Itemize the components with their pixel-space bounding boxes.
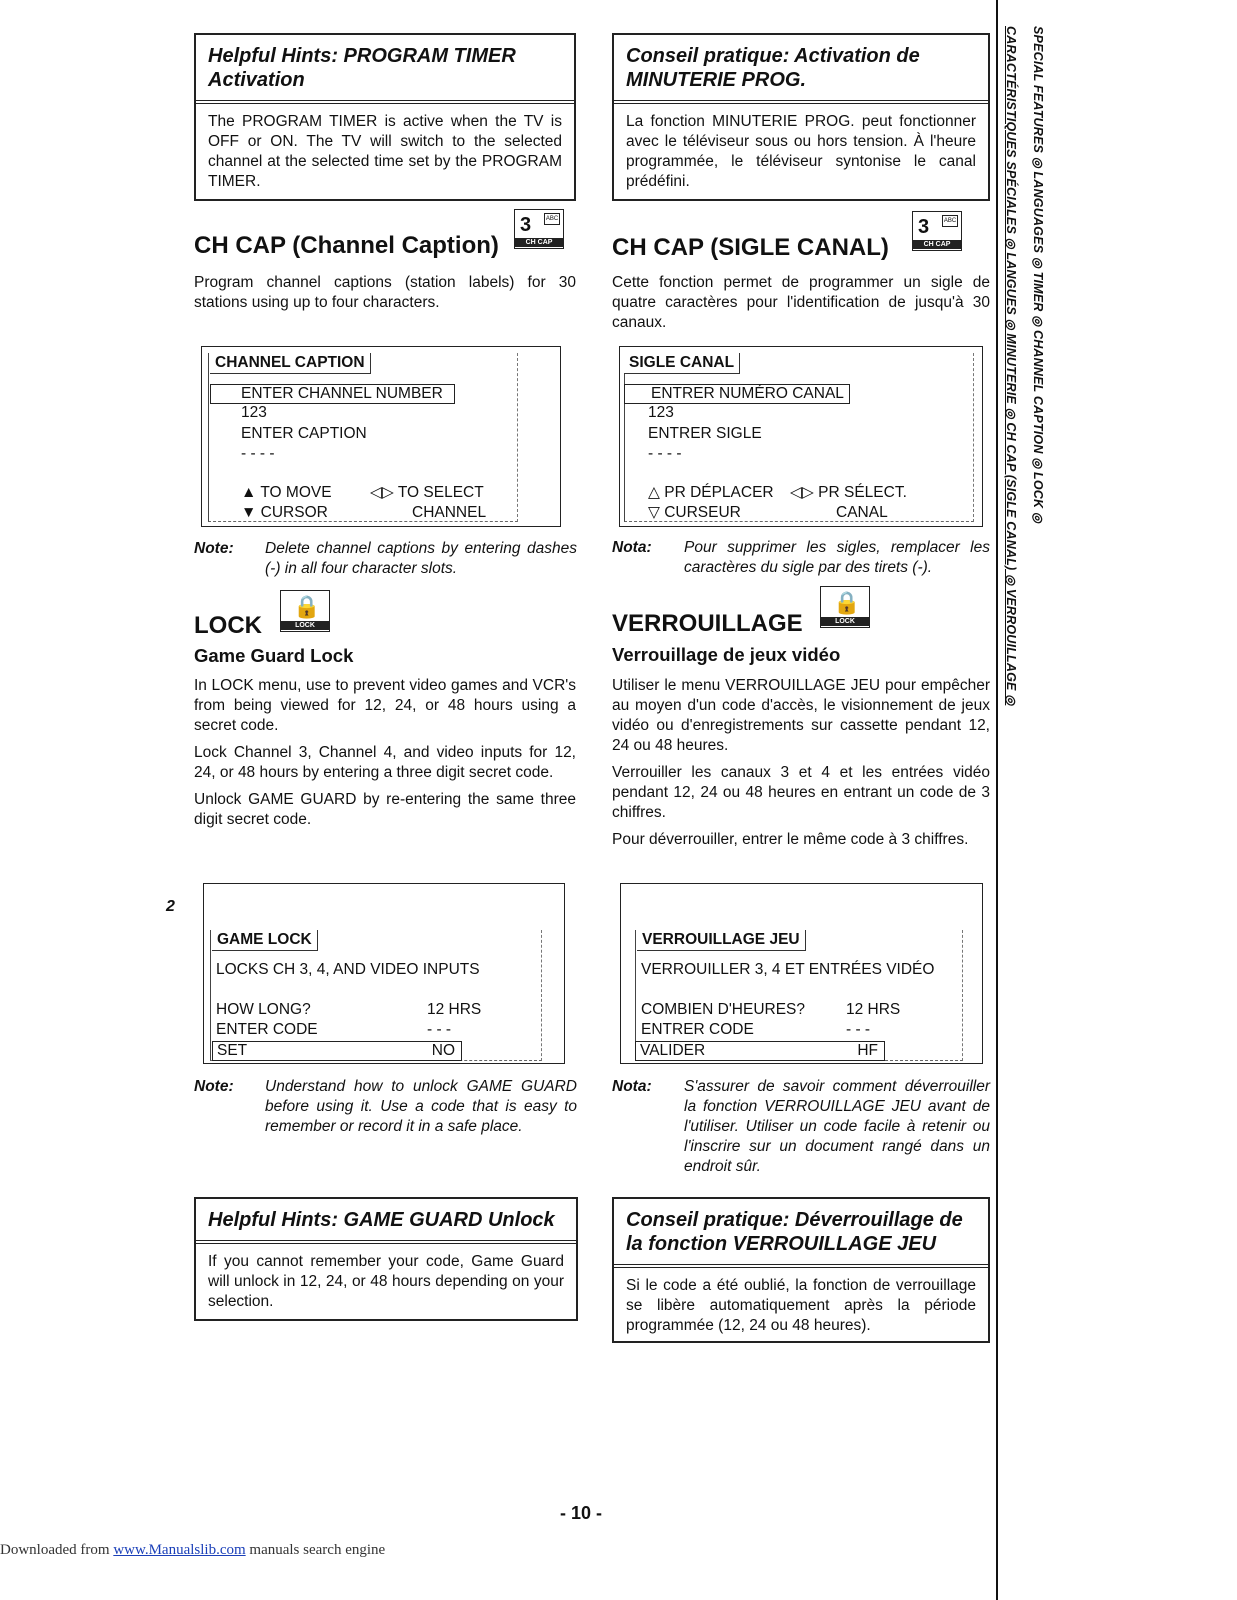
lock-paragraph-2: Lock Channel 3, Channel 4, and video inputs for 12, 24, or 48 hours by entering a three digit secret code. (194, 744, 576, 781)
side-index-en: SPECIAL FEATURES ◎ LANGUAGES ◎ TIMER ◎ CHANNEL CAPTION ◎ LOCK ◎ (1031, 26, 1045, 524)
note-text: Pour supprimer les sigles, remplacer les caractères du sigle par des tirets (-). (684, 539, 990, 576)
side-index-fr: CARACTÉRISTIQUES SPÉCIALES ◎ LANGUES ◎ MINUTERIE ◎ CH CAP (SIGLE CANAL) ◎ VERROUILLAGE ◎ (1004, 26, 1018, 706)
note-text: S'assurer de savoir comment déverrouiller la fonction VERROUILLAGE JEU avant de l'utiliser. Utiliser un code facile à retenir ou l'inscrire sur un document rangé dans un endroit sûr. (684, 1078, 990, 1175)
hint-box-program-timer (194, 33, 576, 201)
section-heading-ch-cap-fr: CH CAP (SIGLE CANAL) (612, 234, 889, 261)
lock-icon: 🔒 LOCK (820, 586, 870, 628)
verrouillage-jeu-menu: VERROUILLAGE JEU VERROUILLER 3, 4 ET ENTRÉES VIDÉO COMBIEN D'HEURES? 12 HRS ENTRER CODE - - - VALIDER HF (620, 883, 983, 1064)
note-label: Note: (194, 540, 234, 557)
manualslib-link[interactable]: www.Manualslib.com (113, 1542, 246, 1558)
verrouillage-paragraph-1: Utiliser le menu VERROUILLAGE JEU pour empêcher au moyen d'un code d'accès, le visionnement de jeux vidéo ou d'enregistrements sur cassette pendant 12, 24 ou 48 heures. (612, 677, 990, 754)
verrouillage-paragraph-2: Verrouiller les canaux 3 et 4 et les entrées vidéo pendant 12, 24 ou 48 heures en entrant un code de 3 chiffres. (612, 764, 990, 821)
ch-cap-description-fr: Cette fonction permet de programmer un sigle de quatre caractères pour l'identification de jusqu'à 30 canaux. (612, 274, 990, 331)
note-label: Note: (194, 1078, 234, 1095)
lock-icon: 🔒 LOCK (280, 590, 330, 632)
hint-body: The PROGRAM TIMER is active when the TV is OFF or ON. The TV will switch to the selected channel at the selected time set by the PROGRAM TIMER. (208, 113, 562, 190)
note-label: Nota: (612, 1078, 652, 1095)
hint-body: La fonction MINUTERIE PROG. peut fonctionner avec le téléviseur sous ou hors tension. À l'heure programmée, le téléviseur syntonise le canal prédéfini. (626, 113, 976, 190)
hint-box-game-guard-unlock (194, 1197, 578, 1321)
section-heading-lock: LOCK (194, 612, 262, 639)
menu-selected-item: SET NO (212, 1041, 462, 1061)
menu-title: SIGLE CANAL (624, 353, 740, 374)
hint-title: Helpful Hints: PROGRAM TIMER Activation (196, 35, 574, 104)
side-rule (996, 0, 998, 1600)
lock-paragraph-3: Unlock GAME GUARD by re-entering the same three digit secret code. (194, 791, 576, 828)
hint-title: Conseil pratique: Activation de MINUTERIE PROG. (614, 35, 988, 104)
channel-caption-menu: CHANNEL CAPTION ENTER CHANNEL NUMBER 123 ENTER CAPTION - - - - ▲ TO MOVE ▼ CURSOR ◁▷ TO SELECT CHANNEL (201, 346, 561, 527)
hint-body: Si le code a été oublié, la fonction de verrouillage se libère automatiquement après la période programmée (12, 24 ou 48 heures). (626, 1277, 976, 1334)
hint-title: Helpful Hints: GAME GUARD Unlock (196, 1199, 576, 1244)
subheading-verrouillage-jeux: Verrouillage de jeux vidéo (612, 644, 841, 665)
hint-box-minuterie (612, 33, 990, 201)
game-lock-menu: GAME LOCK LOCKS CH 3, 4, AND VIDEO INPUTS HOW LONG? 12 HRS ENTER CODE - - - SET NO (203, 883, 565, 1064)
menu-selected-item: VALIDER HF (635, 1041, 885, 1061)
section-heading-verrouillage: VERROUILLAGE (612, 610, 803, 637)
menu-selected-item: ENTER CHANNEL NUMBER (210, 384, 455, 404)
ch-cap-icon: 3 ABC CH CAP (514, 209, 564, 249)
margin-mark: 2 (166, 898, 175, 915)
subheading-game-guard-lock: Game Guard Lock (194, 645, 354, 666)
verrouillage-paragraph-3: Pour déverrouiller, entrer le même code à 3 chiffres. (612, 831, 969, 848)
download-footer: Downloaded from www.Manualslib.com manuals search engine (0, 1542, 386, 1558)
menu-selected-item: ENTRER NUMÉRO CANAL (624, 384, 850, 404)
sigle-canal-menu: SIGLE CANAL ENTRER NUMÉRO CANAL 123 ENTRER SIGLE - - - - △ PR DÉPLACER ▽ CURSEUR ◁▷ PR SÉLECT. CANAL (619, 346, 983, 527)
menu-title: VERROUILLAGE JEU (637, 930, 806, 951)
menu-title: GAME LOCK (212, 930, 318, 951)
note-text: Delete channel captions by entering dashes (-) in all four character slots. (265, 540, 577, 577)
page-number: - 10 - (560, 1503, 603, 1523)
hint-title: Conseil pratique: Déverrouillage de la fonction VERROUILLAGE JEU (614, 1199, 988, 1268)
ch-cap-icon: 3 ABC CH CAP (912, 211, 962, 251)
hint-body: If you cannot remember your code, Game Guard will unlock in 12, 24, or 48 hours depending on your selection. (208, 1253, 564, 1310)
lock-paragraph-1: In LOCK menu, use to prevent video games and VCR's from being viewed for 12, 24, or 48 hours using a secret code. (194, 677, 576, 734)
ch-cap-description: Program channel captions (station labels) for 30 stations using up to four characters. (194, 274, 576, 311)
menu-title: CHANNEL CAPTION (210, 353, 371, 374)
hint-box-deverrouillage (612, 1197, 990, 1343)
note-text: Understand how to unlock GAME GUARD before using it. Use a code that is easy to remember or record it in a safe place. (265, 1078, 577, 1135)
section-heading-ch-cap: CH CAP (Channel Caption) (194, 232, 499, 259)
note-label: Nota: (612, 539, 652, 556)
